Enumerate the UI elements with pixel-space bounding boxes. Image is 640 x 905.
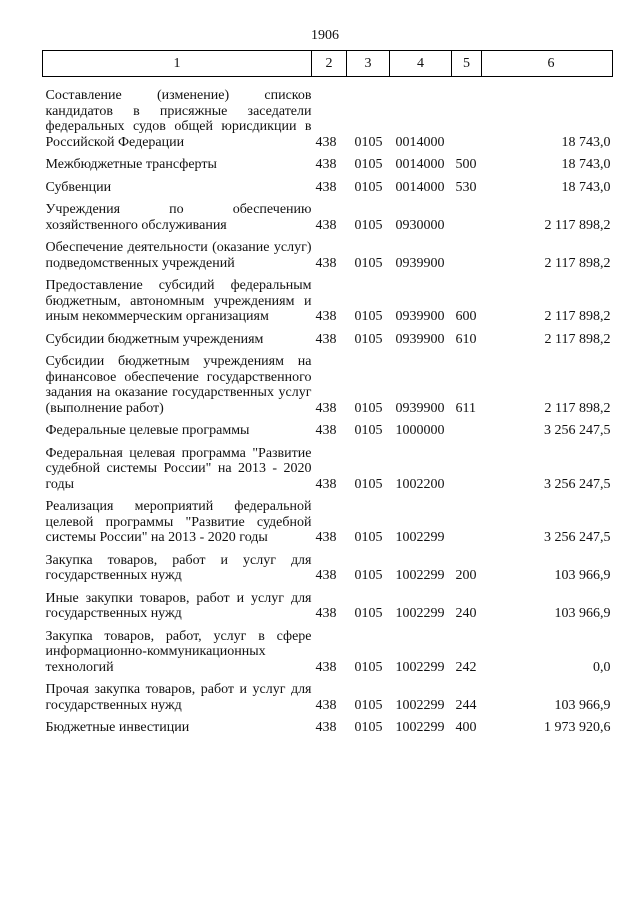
target-code: 1002299 [395, 659, 445, 675]
expense-type-code: 400 [455, 720, 477, 735]
item-name: Иные закупки товаров, работ и услуг для государственных нужд [45, 590, 312, 621]
table-row [43, 173, 613, 196]
amount: 103 966,9 [554, 568, 611, 583]
section-code: 0105 [354, 697, 383, 713]
admin-code: 438 [315, 697, 337, 713]
expense-type-code [452, 492, 482, 546]
item-name: Субсидии бюджетным учреждениям на финансовое обеспечение государственного задания на оказание государственных услуг (выполнение работ) [45, 354, 312, 416]
admin-code: 438 [315, 217, 337, 233]
table-row [43, 77, 613, 151]
admin-code: 438 [315, 476, 337, 492]
admin-code: 438 [315, 309, 337, 324]
table-row [43, 195, 613, 233]
item-name: Субвенции [45, 179, 112, 195]
admin-code: 438 [315, 530, 337, 545]
target-code: 0939900 [395, 400, 445, 416]
admin-code: 438 [315, 568, 337, 583]
column-header-6: 6 [482, 51, 613, 77]
expense-type-code: 242 [455, 659, 477, 675]
column-header-4: 4 [390, 51, 452, 77]
amount: 1 973 920,6 [544, 720, 611, 735]
item-name: Прочая закупка товаров, работ и услуг для государственных нужд [45, 682, 312, 713]
expense-type-code [452, 77, 482, 151]
item-name: Составление (изменение) списков кандидатов в присяжные заседатели федеральных судов общей юрисдикции в Российской Федерации [45, 88, 312, 150]
section-code: 0105 [354, 568, 383, 583]
expense-type-code [452, 416, 482, 439]
target-code: 1002299 [395, 530, 445, 545]
section-code: 0105 [354, 255, 383, 271]
target-code: 1002299 [395, 720, 445, 735]
page-number: 1906 [311, 28, 339, 43]
target-code: 0939900 [395, 309, 445, 324]
table-body [43, 77, 613, 736]
table-row [43, 271, 613, 325]
admin-code: 438 [315, 400, 337, 416]
section-code: 0105 [354, 179, 383, 195]
amount: 18 743,0 [561, 157, 611, 172]
item-name: Федеральная целевая программа "Развитие судебной системы России" на 2013 - 2020 годы [45, 445, 312, 492]
budget-table [42, 50, 613, 736]
expense-type-code: 611 [455, 400, 476, 416]
amount: 2 117 898,2 [544, 400, 611, 416]
item-name: Межбюджетные трансферты [45, 157, 217, 172]
item-name: Закупка товаров, работ и услуг для государственных нужд [45, 552, 312, 583]
admin-code: 438 [315, 134, 337, 150]
section-code: 0105 [354, 659, 383, 675]
amount: 3 256 247,5 [544, 423, 611, 438]
admin-code: 438 [315, 423, 337, 438]
section-code: 0105 [354, 423, 383, 438]
amount: 2 117 898,2 [544, 255, 611, 271]
column-number-header-row [43, 51, 613, 77]
expense-type-code: 600 [455, 309, 477, 324]
section-code: 0105 [354, 720, 383, 735]
column-header-3: 3 [347, 51, 390, 77]
table-row [43, 233, 613, 271]
amount: 18 743,0 [561, 179, 611, 195]
target-code: 0930000 [395, 217, 445, 233]
section-code: 0105 [354, 157, 383, 172]
section-code: 0105 [354, 530, 383, 545]
target-code: 0014000 [395, 179, 445, 195]
section-code: 0105 [354, 309, 383, 324]
section-code: 0105 [354, 476, 383, 492]
target-code: 1000000 [395, 423, 445, 438]
amount: 3 256 247,5 [544, 476, 611, 492]
table-row [43, 416, 613, 439]
amount: 103 966,9 [554, 606, 611, 621]
table-row [43, 439, 613, 493]
table-row [43, 347, 613, 416]
amount: 2 117 898,2 [544, 217, 611, 233]
expense-type-code: 610 [455, 331, 477, 347]
table-row [43, 150, 613, 173]
expense-type-code: 240 [455, 606, 477, 621]
section-code: 0105 [354, 134, 383, 150]
table-row [43, 675, 613, 713]
section-code: 0105 [354, 331, 383, 347]
section-code: 0105 [354, 606, 383, 621]
section-code: 0105 [354, 217, 383, 233]
table-row [43, 713, 613, 736]
expense-type-code [452, 439, 482, 493]
table-row [43, 325, 613, 348]
admin-code: 438 [315, 720, 337, 735]
item-name: Закупка товаров, работ, услуг в сфере информационно-коммуникационных технологий [45, 628, 312, 675]
expense-type-code: 244 [455, 697, 477, 713]
table-row [43, 584, 613, 622]
column-header-2: 2 [312, 51, 347, 77]
expense-type-code [452, 233, 482, 271]
target-code: 0939900 [395, 331, 445, 347]
amount: 2 117 898,2 [544, 331, 611, 347]
admin-code: 438 [315, 179, 337, 195]
expense-type-code: 530 [455, 179, 477, 195]
item-name: Бюджетные инвестиции [45, 720, 190, 735]
target-code: 0014000 [395, 134, 445, 150]
target-code: 1002299 [395, 697, 445, 713]
section-code: 0105 [354, 400, 383, 416]
expense-type-code: 200 [455, 568, 477, 583]
target-code: 0939900 [395, 255, 445, 271]
amount: 18 743,0 [561, 134, 611, 150]
item-name: Субсидии бюджетным учреждениям [45, 331, 264, 347]
admin-code: 438 [315, 331, 337, 347]
item-name: Реализация мероприятий федеральной целевой программы "Развитие судебной системы России" на 2013 - 2020 годы [45, 499, 312, 545]
admin-code: 438 [315, 255, 337, 271]
target-code: 1002200 [395, 476, 445, 492]
item-name: Предоставление субсидий федеральным бюджетным, автономным учреждениям и иным некоммерческим организациям [45, 278, 312, 324]
table-row [43, 492, 613, 546]
amount: 2 117 898,2 [544, 309, 611, 324]
expense-type-code: 500 [455, 157, 477, 172]
expense-type-code [452, 195, 482, 233]
amount: 103 966,9 [554, 697, 611, 713]
amount: 3 256 247,5 [544, 530, 611, 545]
admin-code: 438 [315, 157, 337, 172]
column-header-1: 1 [43, 51, 312, 77]
admin-code: 438 [315, 659, 337, 675]
target-code: 0014000 [395, 157, 445, 172]
table-row [43, 546, 613, 584]
admin-code: 438 [315, 606, 337, 621]
item-name: Учреждения по обеспечению хозяйственного обслуживания [45, 202, 312, 233]
target-code: 1002299 [395, 606, 445, 621]
target-code: 1002299 [395, 568, 445, 583]
item-name: Федеральные целевые программы [45, 423, 250, 438]
amount: 0,0 [593, 659, 611, 675]
table-row [43, 622, 613, 676]
column-header-5: 5 [452, 51, 482, 77]
item-name: Обеспечение деятельности (оказание услуг) подведомственных учреждений [45, 240, 312, 271]
